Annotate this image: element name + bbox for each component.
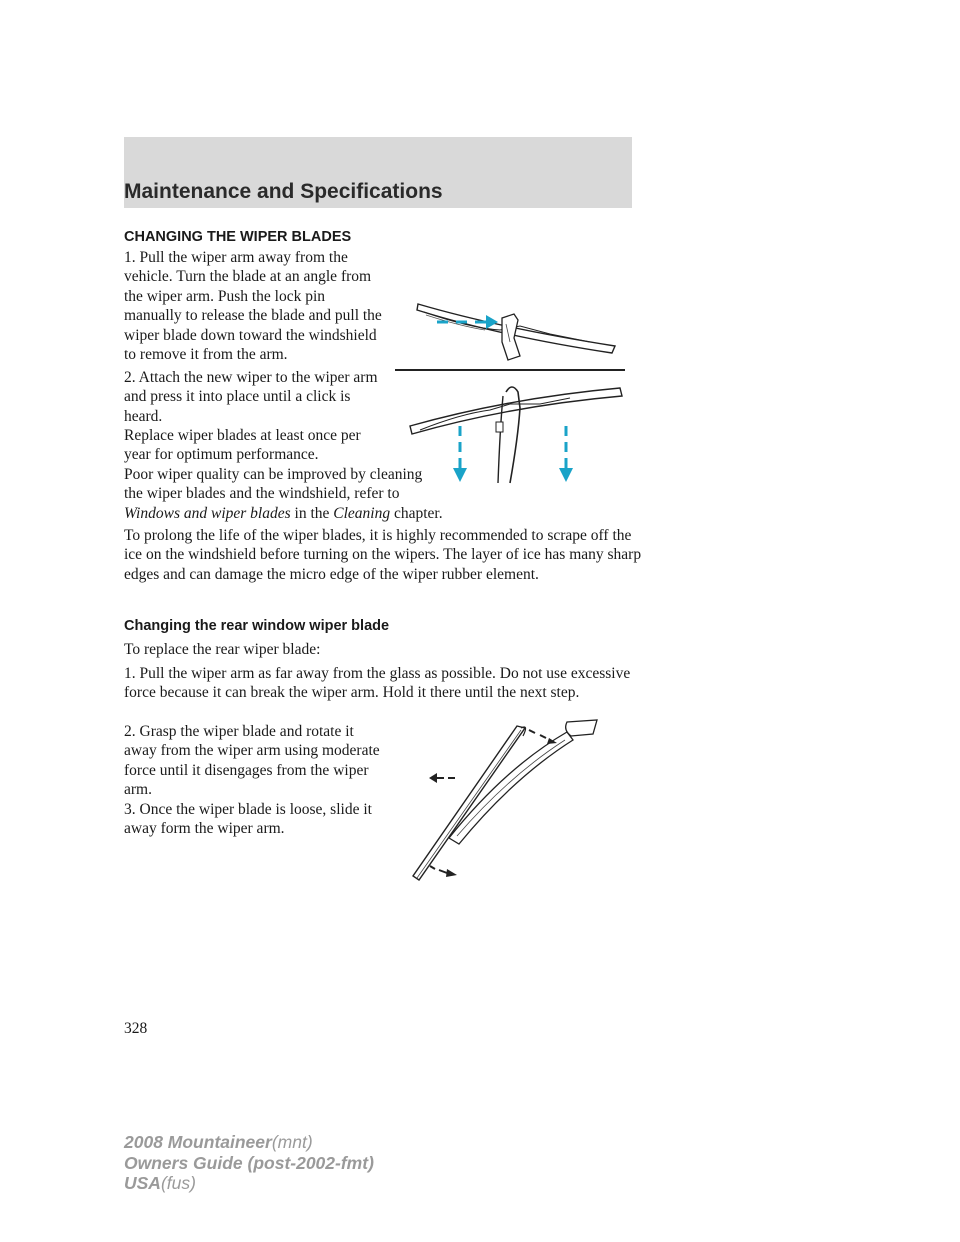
footer-model: 2008 Mountaineer xyxy=(124,1132,272,1152)
footer-market: USA xyxy=(124,1173,161,1193)
rear-step2: 2. Grasp the wiper blade and rotate it away from the wiper arm using moderate force until it disengages from the wiper arm. xyxy=(124,723,380,799)
wiper-release-illustration xyxy=(390,298,640,373)
rear-wiper-illustration xyxy=(405,718,605,888)
rear-step3: 3. Once the wiper blade is loose, slide it away form the wiper arm. xyxy=(124,801,372,838)
heading-rear-wiper: Changing the rear window wiper blade xyxy=(124,618,390,634)
figure-divider xyxy=(395,369,625,371)
ice-note: To prolong the life of the wiper blades, it is highly recommended to scrape off the ice on the windshield before turning on the wipers. The layer of ice has many sharp edges and can damage the micro edge of the wiper rubber element. xyxy=(124,527,642,583)
step-attach-blade: 2. Attach the new wiper to the wiper arm and press it into place until a click is heard. xyxy=(124,369,378,425)
wiper-attach-illustration xyxy=(400,378,640,498)
footer-market-code: (fus) xyxy=(160,1173,196,1193)
rear-intro: To replace the rear wiper blade: xyxy=(124,641,321,658)
document-footer xyxy=(124,1132,374,1194)
footer-guide: Owners Guide (post-2002-fmt) xyxy=(124,1152,374,1173)
section-title: Maintenance and Specifications xyxy=(124,180,443,203)
replace-note: Replace wiper blades at least once per year for optimum performance. xyxy=(124,427,361,464)
wiper-quality-note xyxy=(124,465,444,523)
quality-text: Poor wiper quality can be improved by cleaning the wiper blades and the windshield, refer to xyxy=(124,466,423,503)
heading-changing-wiper-blades: CHANGING THE WIPER BLADES xyxy=(124,229,352,245)
step-remove-blade: 1. Pull the wiper arm away from the vehicle. Turn the blade at an angle from the wiper arm. Push the lock pin manually to release the blade and pull the wiper blade down toward the windshield to remove it from the arm. xyxy=(124,249,382,364)
quality-ref-cleaning: Cleaning xyxy=(333,504,391,522)
quality-end: chapter. xyxy=(393,504,443,522)
rear-step1: 1. Pull the wiper arm as far away from the glass as possible. Do not use excessive force because it can break the wiper arm. Hold it there until the next step. xyxy=(124,665,631,702)
footer-model-code: (mnt) xyxy=(271,1132,313,1152)
quality-ref-windows: Windows and wiper blades xyxy=(124,504,291,522)
quality-mid: in the xyxy=(294,504,330,522)
page-number: 328 xyxy=(124,1020,148,1037)
